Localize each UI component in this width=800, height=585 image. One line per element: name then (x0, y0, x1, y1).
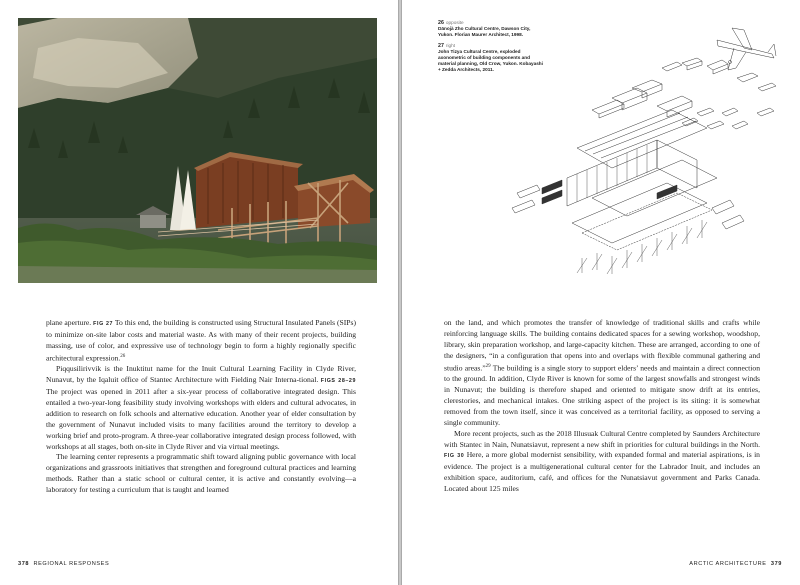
figure-reference: FIG 27 (93, 321, 114, 327)
left-folio (18, 561, 109, 567)
footnote-marker: 26 (120, 353, 126, 359)
right-folio (689, 561, 782, 567)
paragraph (444, 429, 760, 495)
airplane-sketch (717, 28, 776, 70)
figure-reference: FIGS 28–29 (320, 378, 357, 385)
photo-illustration (18, 18, 377, 283)
caption-position: right (445, 43, 456, 48)
paragraph (444, 318, 760, 429)
text-run: The learning center represents a programmatic shift toward aligning public governance with local organizations and grassroots initiatives that strengthen and foreground cultural practices and learning methods. Rather than a static school or cultural center, it is active and constantly evolving—a laboratory for testing a curriculum that is taught and learned (46, 452, 356, 495)
axonometric-drawing (482, 18, 782, 288)
page-number: 379 (770, 561, 782, 567)
text-run: Piqqusilirivvik is the Inuktitut name for the Inuit Cultural Learning Facility in Clyde River, Nunavut, by the Iqaluit office of Stantec Architecture with Fielding Nair Interna-tional. (46, 364, 356, 385)
text-run: plane aperture. (46, 318, 94, 327)
paragraph (46, 364, 356, 452)
caption-text: Dänojà Zho Cultural Centre, Dawson City, Yukon. Florian Maurer Architect, 1998. (438, 26, 531, 37)
caption-text: John Tizya Cultural Centre, exploded axonometric of building components and material planning, Old Crow, Yukon. Kobayashi + Zedda Architects, 2011. (438, 49, 543, 72)
paragraph (46, 452, 356, 496)
page-number: 378 (18, 561, 30, 567)
text-run: The project was opened in 2011 after a six-year process of collaborative integrated design. This entailed a two-year-long feasibility study involving workshops with elders and cultural advocates, in addition to research on folk schools and alternative education. Another year of elder consultation by the government of Nunavut included visits to many facilities around the territory to develop a working brief and proto-program. A three-year collaborative integrated design process followed, with workshops at all stages, both on-site in Clyde River and via virtual meetings. (46, 386, 356, 451)
section-title: REGIONAL RESPONSES (33, 561, 110, 567)
text-run: The building is a single story to support elders’ needs and maintain a direct connection to the ground. In addition, Clyde River is known for some of the largest snowfalls and strongest winds in Nunavut; the building is therefore shaped and oriented to mitigate snow drift at its entries, clerestories, and mechanical intakes. One striking aspect of the project is its siting: it is somewhat removed from the town itself, since it was conceived as a territorial facility, as opposed to serving a single community. (444, 363, 760, 427)
caption-number: 26 (438, 20, 444, 26)
exploded-axonometric (482, 18, 782, 288)
section-title: ARCTIC ARCHITECTURE (689, 561, 767, 567)
text-run: Here, a more global modernist sensibility, with expanded formal and material aspirations, is in evidence. The project is a multigenerational cultural center for the Labrador Inuit, and includes an exhibition space, auditorium, café, and offices for the Nunatsiavut government and Parks Canada. Located about 125 miles (444, 450, 760, 494)
text-run: To this end, the building is constructed using Structural Insulated Panels (SIPs) to minimize on-site labor costs and material waste. As with many of their recent projects, building massing, use of color, and expressive use of technology begin to form a highly regionally specific architectural expression. (46, 318, 357, 363)
right-body-text (444, 318, 760, 495)
left-body-text (46, 318, 356, 496)
right-page (402, 0, 800, 585)
text-run: on the land, and which promotes the transfer of knowledge of traditional skills and crafts while reinforcing language skills. The building contains dedicated spaces for a sewing workshop, woodshop, library, skin preparation workshop, and large-capacity kitchen. These are arranged, according to one of the designers, “in a configuration that opens into and overlaps with flexible communal gathering and studio areas.” (444, 318, 760, 373)
cultural-centre-photo (18, 18, 377, 283)
left-page (0, 0, 398, 585)
caption-number: 27 (438, 43, 444, 49)
paragraph (46, 318, 356, 364)
footnote-marker: 29 (485, 363, 491, 369)
figure-reference: FIG 30 (444, 453, 465, 460)
building-assembly (512, 110, 744, 274)
caption-position: opposite (445, 20, 464, 25)
text-run: More recent projects, such as the 2018 Illusuak Cultural Centre completed by Saunders Architecture with Stantec in Nain, Nunatsiavut, represent a new shift in priorities for cultural buildings in the North. (444, 428, 760, 449)
